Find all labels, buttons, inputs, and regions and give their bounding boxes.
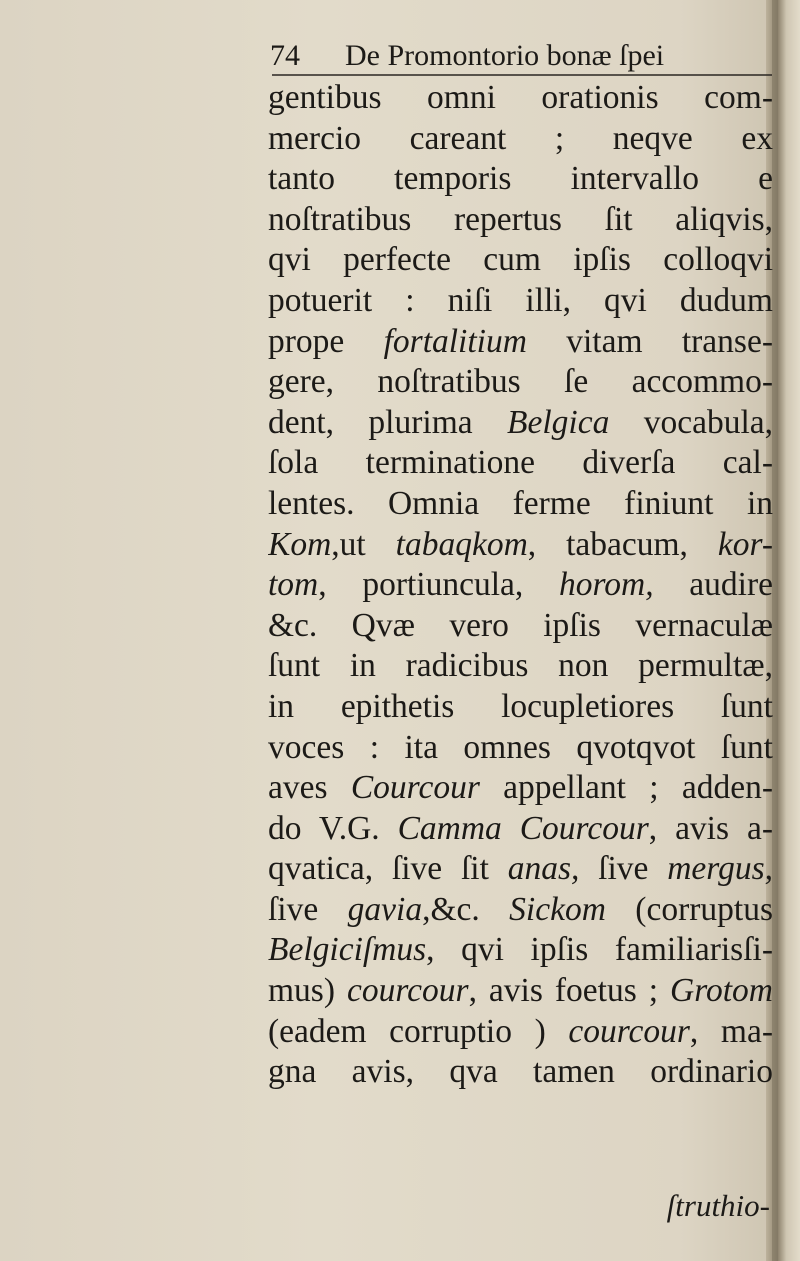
running-header [270, 36, 770, 76]
catchword: ſtruthio- [666, 1188, 770, 1223]
text-line [268, 565, 773, 606]
text-line [268, 159, 773, 200]
text-segment: ,&c. [422, 890, 510, 928]
text-segment: aves [268, 769, 351, 807]
header-rule [272, 74, 772, 76]
text-segment: &c. Qvæ vero ipſis vernaculæ [268, 606, 773, 644]
text-line [268, 119, 773, 160]
text-line [268, 403, 773, 444]
text-segment: tanto temporis intervallo e [268, 160, 773, 198]
italic-text: Kom [268, 525, 332, 563]
text-segment: mercio careant ; neqve ex [268, 119, 773, 157]
text-segment: , avis foetus ; [468, 972, 671, 1010]
italic-text: Courcour [350, 769, 480, 807]
text-line [268, 240, 773, 281]
text-line [268, 930, 773, 971]
italic-text: kor- [717, 525, 773, 563]
italic-text: Belgiciſmus [268, 931, 427, 969]
text-line [268, 78, 773, 119]
italic-text: tabaqkom [395, 525, 528, 563]
page-number: 74 [270, 39, 300, 72]
text-line [268, 525, 773, 566]
text-line [268, 606, 773, 647]
text-segment: vitam transe- [526, 322, 773, 360]
text-line [268, 322, 773, 363]
text-segment: , avis a- [648, 809, 773, 847]
text-segment: mus) [268, 972, 347, 1010]
text-segment: ,ut [331, 525, 396, 563]
text-segment: ſola terminatione diverſa cal- [268, 444, 773, 482]
text-segment: prope [268, 322, 384, 360]
italic-text: Sickom [509, 890, 606, 928]
text-segment: (eadem corruptio ) [268, 1012, 569, 1050]
text-segment: ſunt in radicibus non permultæ, [268, 647, 773, 685]
italic-text: mergus, [667, 850, 773, 888]
text-segment: qvi perfecte cum ipſis colloqvi [268, 241, 773, 279]
text-line [268, 809, 773, 850]
text-line [268, 768, 773, 809]
text-segment: potuerit : niſi illi, qvi dudum [268, 281, 773, 319]
text-segment: ſive [268, 890, 348, 928]
text-segment: , ma- [689, 1012, 773, 1050]
text-segment: audire [653, 566, 773, 604]
text-segment: voces : ita omnes qvotqvot ſunt [268, 728, 773, 766]
italic-text: fortalitium [383, 322, 527, 360]
italic-text: Camma Courcour [397, 809, 649, 847]
text-segment: , tabacum, [527, 525, 718, 563]
text-segment: dent, plurima [268, 403, 507, 441]
text-line [268, 646, 773, 687]
text-segment: qvatica, ſive ſit [268, 850, 508, 888]
italic-text: anas, [507, 850, 580, 888]
text-line [268, 200, 773, 241]
text-segment: do V.G. [268, 809, 398, 847]
italic-text: gavia [347, 890, 423, 928]
text-line [268, 1012, 773, 1053]
text-segment: gere, noſtratibus ſe accommo- [268, 363, 773, 401]
text-line [268, 281, 773, 322]
text-segment: noſtratibus repertus ſit aliqvis, [268, 200, 773, 238]
text-segment: gentibus omni orationis com- [268, 79, 773, 116]
text-segment: in epithetis locupletiores ſunt [268, 687, 773, 725]
text-line [268, 443, 773, 484]
text-segment: , portiuncula, [318, 566, 559, 604]
text-segment: lentes. Omnia ferme finiunt in [268, 484, 773, 522]
text-segment: gna avis, qva tamen ordinario [268, 1053, 773, 1091]
text-line [268, 728, 773, 769]
italic-text: courcour [568, 1012, 690, 1050]
text-segment: , qvi ipſis familiarisſi- [426, 931, 773, 969]
text-segment: vocabula, [609, 403, 773, 441]
text-line [268, 362, 773, 403]
text-segment: (corruptus [605, 890, 773, 928]
italic-text: horom, [558, 566, 654, 604]
italic-text: Grotom [670, 972, 773, 1010]
text-segment: appellant ; adden- [479, 769, 773, 807]
text-line [268, 687, 773, 728]
text-line [268, 849, 773, 890]
body-text [268, 78, 773, 1093]
text-segment: ſive [579, 850, 668, 888]
text-line [268, 1052, 773, 1093]
italic-text: tom [268, 566, 319, 604]
text-line [268, 484, 773, 525]
text-line [268, 890, 773, 931]
italic-text: Belgica [507, 403, 610, 441]
italic-text: courcour [346, 972, 469, 1010]
text-line [268, 971, 773, 1012]
running-title: De Promontorio bonæ ſpei [345, 39, 665, 72]
